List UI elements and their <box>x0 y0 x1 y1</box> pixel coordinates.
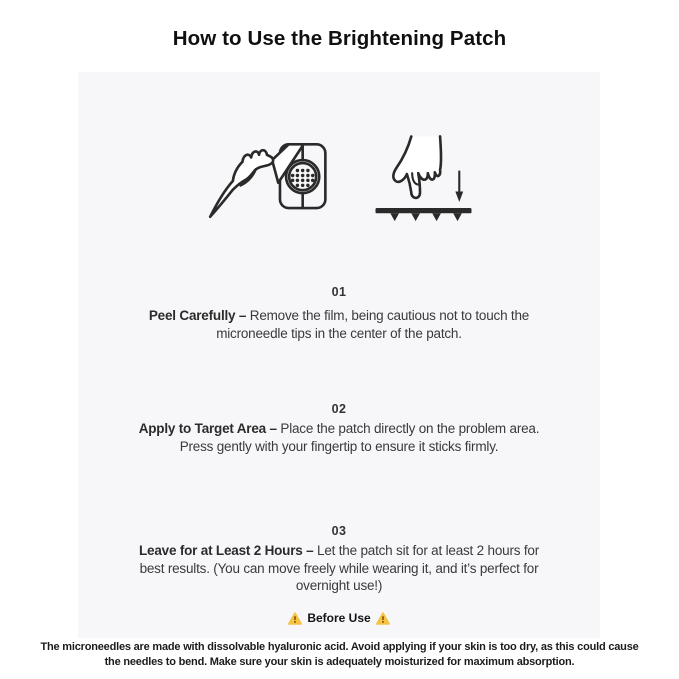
step-1-text: Peel Carefully – Remove the film, being cautious not to touch the microneedle tips in the center of the patch. <box>148 308 530 341</box>
step-2-text: Apply to Target Area – Place the patch directly on the problem area. Press gently with your fingertip to ensure it sticks firmly. <box>138 421 540 454</box>
before-use-warning <box>78 611 600 625</box>
step-3-label: Leave for at Least 2 Hours – <box>138 543 318 558</box>
illustration-row <box>78 133 600 229</box>
peel-patch-illustration <box>203 133 343 229</box>
step-1-label: Peel Carefully – <box>148 308 250 323</box>
press-patch-illustration <box>371 133 476 229</box>
before-use-label: Before Use <box>307 611 371 625</box>
page-title: How to Use the Brightening Patch <box>172 27 507 50</box>
footer-note: The microneedles are made with dissolvable hyaluronic acid. Avoid applying if your skin is too dry, as this could cause the needles to bend. Make sure your skin is adequately moisturized for maximum absorption. <box>40 641 639 668</box>
pressing-hand <box>393 136 441 197</box>
warning-icon <box>376 612 390 625</box>
step-1-number: 01 <box>331 285 347 299</box>
microneedle-strip <box>375 208 471 221</box>
pinching-hand <box>210 150 273 217</box>
step-3-number: 03 <box>331 524 347 538</box>
microneedle-dots <box>290 169 314 187</box>
down-arrow-icon <box>455 171 463 202</box>
step-2-label: Apply to Target Area – <box>138 421 281 436</box>
step-2-number: 02 <box>331 402 347 416</box>
step-3-text: Leave for at Least 2 Hours – Let the patch sit for at least 2 hours for best results. (You can move freely while wearing it, and it’s perfect for overnight use!) <box>138 543 539 593</box>
warning-icon <box>288 612 302 625</box>
